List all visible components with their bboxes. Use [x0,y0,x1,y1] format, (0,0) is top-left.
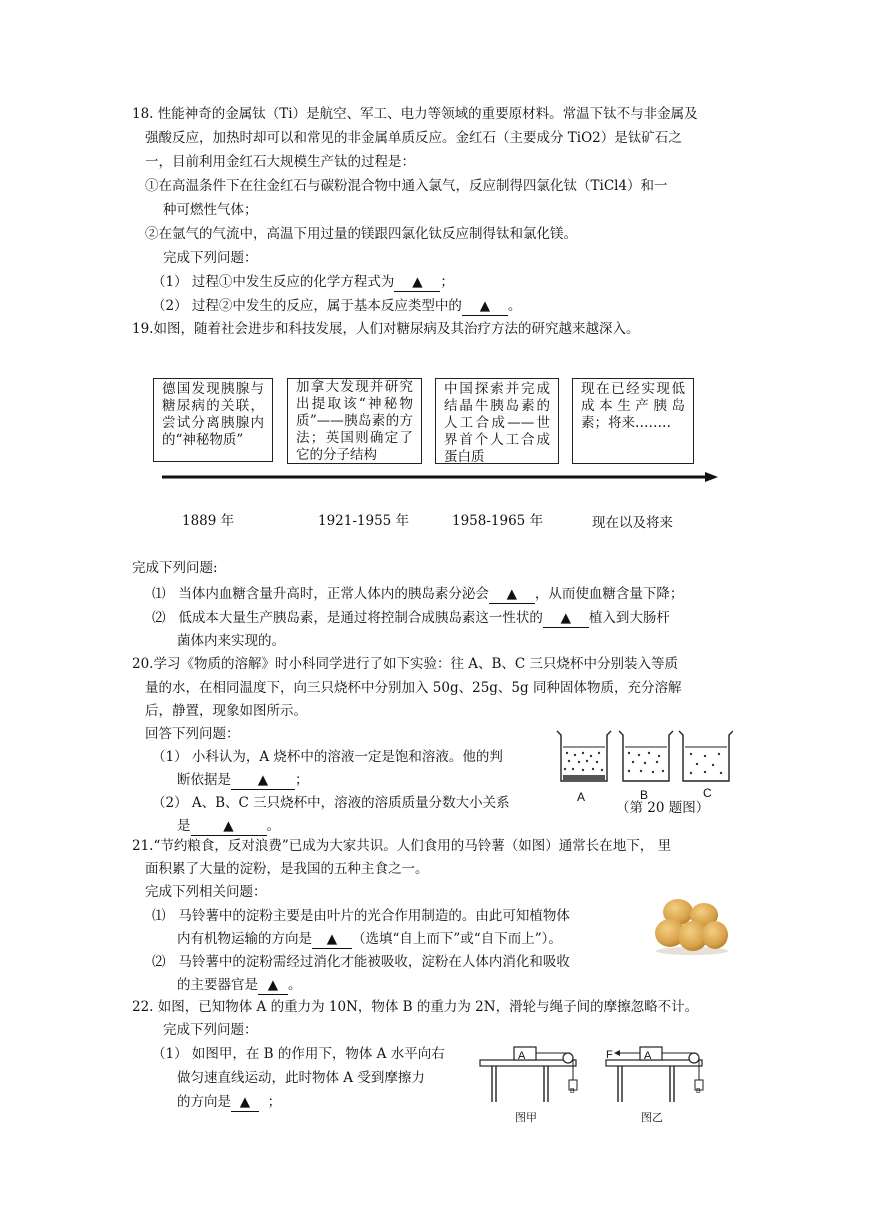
figure-yi-caption: 图乙 [641,1112,663,1124]
q22-prompt: 完成下列问题： [163,1022,258,1038]
q22-sub1b: 做匀速直线运动，此时物体 A 受到摩擦力 [177,1070,425,1086]
block-a-label: A [518,1050,526,1062]
answer-blank[interactable]: ▲ [543,609,589,628]
beaker-c [679,731,733,781]
figure20-caption: （第 20 题图） [616,800,710,816]
timeline-year: 1958-1965 年 [452,513,544,529]
q18-line1: 18. 性能神奇的金属钛（Ti）是航空、军工、电力等领域的重要原材料。常温下钛不与非金属及 [132,106,698,122]
answer-blank[interactable]: ▲ [312,930,352,949]
timeline-year: 1921-1955 年 [318,513,410,529]
beaker-label-c: C [703,786,712,800]
q20-sub1a: （1） 小科认为，A 烧杯中的溶液一定是饱和溶液。他的判 [152,749,503,765]
timeline-box-1889: 德国发现胰腺与糖尿病的关联，尝试分离胰腺内的“神秘物质” [153,378,273,462]
q20-line2: 量的水，在相同温度下，向三只烧杯中分别加入 50g、25g、5g 同种固体物质，充分溶解 [145,680,682,696]
q21-line2: 面积累了大量的淀粉，是我国的五种主食之一。 [145,861,429,877]
q22-sub1a: （1） 如图甲，在 B 的作用下，物体 A 水平向右 [152,1046,445,1062]
beaker-label-b: B [640,788,649,802]
answer-blank[interactable]: ▲ [231,1093,259,1112]
answer-blank[interactable]: ▲ [394,273,440,292]
q18-prompt: 完成下列问题： [163,250,258,266]
figure-jia [480,1047,577,1102]
q20-line3: 后，静置，现象如图所示。 [145,703,307,719]
q20-prompt: 回答下列问题： [145,726,240,742]
block-b-label: B [570,1088,575,1095]
figure-yi [606,1047,703,1102]
answer-blank[interactable]: ▲ [258,976,288,995]
q19-sub2: ⑵ 低成本大量生产胰岛素，是通过将控制合成胰岛素这一性状的 ▲ 植入到大肠杆 [152,610,670,626]
timeline-box-future: 现在已经实现低 成本生产胰岛素；将来‥‥‥‥ [572,378,694,464]
block-b-label: B [696,1088,701,1095]
q18-step1b: 种可燃性气体； [163,202,258,218]
q19-line1: 19.如图，随着社会进步和科技发展，人们对糖尿病及其治疗方法的研究越来越深入。 [132,321,640,337]
q21-sub1b: 内有机物运输的方向是 ▲ （选填“自上而下”或“自下而上”）。 [177,931,562,947]
q22-line1: 22. 如图，已知物体 A 的重力为 10N，物体 B 的重力为 2N，滑轮与绳子间的摩擦忽略不计。 [132,999,699,1015]
potato-image [652,893,732,955]
q20-sub2b: 是 ▲ 。 [177,818,280,834]
q21-line1: 21.“节约粮食，反对浪费”已成为大家共识。人们食用的马铃薯（如图）通常长在地下， 里 [132,838,672,854]
q19-sub2-line2: 菌体内来实现的。 [177,633,285,649]
answer-blank[interactable]: ▲ [462,297,508,316]
q21-sub2a: ⑵ 马铃薯中的淀粉需经过消化才能被吸收，淀粉在人体内消化和吸收 [152,954,570,970]
beaker-label-a: A [577,790,586,804]
timeline-arrow [160,470,720,484]
q18-sub2: （2） 过程②中发生的反应，属于基本反应类型中的 ▲ 。 [152,298,522,314]
q20-line1: 20.学习《物质的溶解》时小科同学进行了如下实验：往 A、B、C 三只烧杯中分别装入等质 [132,656,679,672]
q20-sub1b: 断依据是 ▲ ； [177,772,309,788]
q19-sub1: ⑴ 当体内血糖含量升高时，正常人体内的胰岛素分泌会 ▲ ，从而使血糖含量下降； [152,586,684,602]
timeline-box-1921: 加拿大发现并研究出提取该“神秘物质”——胰岛素的方法；英国则确定了它的分子结构 [287,378,422,464]
q22-sub1c: 的方向是 ▲ ； [177,1094,282,1110]
q21-prompt: 完成下列相关问题： [145,884,267,900]
block-a-label: A [644,1050,652,1062]
q18-sub1: （1） 过程①中发生反应的化学方程式为 ▲ ； [152,274,454,290]
q20-sub2a: （2） A、B、C 三只烧杯中，溶液的溶质质量分数大小关系 [152,795,510,811]
answer-blank[interactable]: ▲ [489,585,535,604]
figure-jia-caption: 图甲 [515,1112,537,1124]
timeline-box-1958: 中国探索并完成结晶牛胰岛素的人工合成——世界首个人工合成蛋白质 [435,378,559,464]
force-f-label: F [606,1049,613,1061]
beaker-a [557,731,611,781]
timeline-year: 现在以及将来 [592,515,673,531]
beaker-b [619,731,673,781]
answer-blank[interactable]: ▲ [191,817,267,836]
timeline-year: 1889 年 [182,513,235,529]
q18-line2: 强酸反应，加热时却可以和常见的非金属单质反应。金红石（主要成分 TiO2）是钛矿石之 [145,130,682,146]
q18-step2: ②在氩气的气流中，高温下用过量的镁跟四氯化钛反应制得钛和氯化镁。 [145,226,577,242]
q21-sub1a: ⑴ 马铃薯中的淀粉主要是由叶片的光合作用制造的。由此可知植物体 [152,908,570,924]
answer-blank[interactable]: ▲ [231,771,295,790]
q21-sub2b: 的主要器官是 ▲ 。 [177,977,302,993]
q19-prompt: 完成下列问题: [132,560,218,576]
q18-line3: 一，目前利用金红石大规模生产钛的过程是： [145,154,415,170]
q18-step1a: ①在高温条件下在往金红石与碳粉混合物中通入氯气，反应制得四氯化钛（TiCl4）和一 [145,178,668,194]
